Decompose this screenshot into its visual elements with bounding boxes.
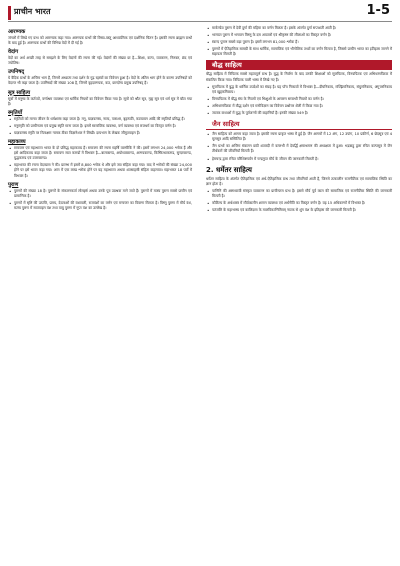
- paragraph-bauddha: बौद्ध साहित्य में त्रिपिटक सबसे महत्वपूर्ण ग्रन्थ है। बुद्ध के निर्वाण के बाद उनकी शिक्षाओं को सुत्तपिटक, विनयपिटक एवं अभिधम्मपिटक में संकलित किया गया। त्रिपिटक पाली भाषा में लिखे गए हैं।: [206, 72, 392, 82]
- page-number: 1-5: [366, 3, 390, 18]
- heading-smriti: स्मृतियाँ: [8, 109, 23, 116]
- list-item: • भागवत पुराण में भगवान विष्णु के दस अवतारों एवं श्रीकृष्ण की लीलाओं का विस्तृत वर्णन है।: [206, 33, 392, 38]
- list-item: • पुराणों में सृष्टि की उत्पत्ति, प्रलय, देवताओं की वंशावली, राजवंशों का वर्णन एवं मन्वन्तर का विवरण मिलता है। विष्णु पुराण में मौर्य वंश, मत्स्य पुराण में सातवाहन वंश तथा वायु पुराण में गुप्त वंश का उल्लेख है।: [8, 201, 192, 211]
- paragraph-dharmetar: धर्मेतर साहित्य के अंतर्गत ऐतिहासिक एवं अर्ध-ऐतिहासिक ग्रन्थ तथा जीवनियाँ आती हैं, जिनसे तत्कालीन राजनीतिक एवं सामाजिक स्थिति का ज्ञान होता है।: [206, 176, 392, 186]
- header-divider: [8, 21, 392, 22]
- list-item: • पतंजलि के महाभाष्य एवं कालिदास के मालविकाग्निमित्रम् नाटक से शुंग वंश के इतिहास की जानकारी मिलती है।: [206, 208, 392, 213]
- section-band-jain: जैन साहित्य: [206, 119, 392, 130]
- heading-aranyak: आरण्यक: [8, 29, 26, 35]
- list-item: • कौटिल्य के अर्थशास्त्र में मौर्यकालीन शासन व्यवस्था एवं अर्थनीति का विस्तृत वर्णन है। यह 15 अधिकरणों में विभक्त है।: [206, 201, 392, 206]
- header-accent-bar: [8, 6, 11, 20]
- heading-vedang: वेदांग: [8, 49, 19, 56]
- list-item: • जैन ग्रन्थों का अन्तिम संकलन छठी शताब्दी में वल्लभी में देवर्द्धि क्षमाश्रमण की अध्यक्षता में हुआ। भद्रबाहु द्वारा रचित कल्पसूत्र में जैन तीर्थंकरों की जीवनियाँ मिलती हैं।: [206, 144, 392, 154]
- heading-purana: पुराण: [8, 181, 19, 188]
- section-band-bauddha: बौद्ध साहित्य: [206, 60, 392, 70]
- paragraph-aranyak: जंगलों में लिखे गए ग्रन्थ को आरण्यक कहा गया। आरण्यक ग्रन्थों की विषय-वस्तु आध्यात्मिक एवं दार्शनिक चिंतन है। इसकी रचना ब्राह्मण ग्रन्थों के बाद हुई है। आरण्यक ग्रन्थों की विभिन्न वेदों में दी गई है।: [8, 36, 192, 46]
- list-item: • अभिधम्मपिटक में बौद्ध दर्शन एवं मनोविज्ञान का विवेचन प्रश्नोत्तर शैली में किया गया है।: [206, 104, 392, 109]
- list-item: • स्मृतियों को मानव जीवन के धर्मशास्त्र कहा जाता है। मनु, याज्ञवल्क्य, नारद, पाराशर, बृहस्पति, कात्यायन आदि की स्मृतियाँ प्रसिद्ध हैं।: [8, 117, 192, 122]
- list-item: • मनुस्मृति को प्राचीनतम एवं प्रमुख स्मृति माना जाता है। इसमें सामाजिक व्यवस्था, वर्ण व्यवस्था एवं राजधर्म का विस्तृत वर्णन है।: [8, 124, 192, 129]
- paragraph-upanishad: ये वैदिक ग्रन्थों के अन्तिम भाग हैं, जिनमें अध्यात्म तथा दर्शन के गूढ़ रहस्यों का विवेचन हुआ है। वेदों के अंतिम भाग होने के कारण उपनिषदों को वेदान्त भी कहा जाता है। उपनिषदों की संख्या 108 है, जिनमें वृहदारण्यक, कठ, छान्दोग्य प्रमुख उपनिषद् हैं।: [8, 76, 192, 86]
- list-item: • रामायण एवं महाभारत भारत के दो प्रसिद्ध महाकाव्य हैं। रामायण की रचना महर्षि वाल्मीकि ने की। इसमें लगभग 24,000 श्लोक हैं और इसे आदिकाव्य कहा जाता है। रामायण सात काण्डों में विभक्त है—बालकाण्ड, अयोध्याकाण्ड, अरण्यकाण्ड, किष्किन्धाकाण्ड, सुन्दरकाण्ड, युद्धकाण्ड एवं उत्तरकाण्ड।: [8, 146, 192, 161]
- left-column: [8, 26, 192, 213]
- heading-mahakavya: महाकाव्य: [8, 139, 26, 146]
- list-item: • जातक कथाओं में बुद्ध के पूर्वजन्मों की कहानियाँ हैं। इनकी संख्या 549 है।: [206, 111, 392, 116]
- list-item: • पुराणों की संख्या 18 है। पुराणों के संकलनकर्ता लोमहर्ष अथवा उनके पुत्र उग्रश्रवा माने जाते हैं। पुराणों में मत्स्य पुराण सबसे प्राचीन एवं प्रामाणिक है।: [8, 189, 192, 199]
- list-item: • याज्ञवल्क्य स्मृति पर मिताक्षरा नामक टीका विज्ञानेश्वर ने लिखी। दायभाग के लेखक जीमूतवाहन हैं।: [8, 131, 192, 136]
- page-header: [0, 0, 400, 20]
- right-column: [206, 26, 392, 215]
- list-item: • स्कन्द पुराण सबसे बड़ा पुराण है। इसमें लगभग 81,000 श्लोक हैं।: [206, 40, 392, 45]
- list-item: • पाणिनि की अष्टाध्यायी संस्कृत व्याकरण का प्राचीनतम ग्रन्थ है। इससे मौर्य पूर्व काल की सामाजिक एवं राजनीतिक स्थिति की जानकारी मिलती है।: [206, 189, 392, 199]
- list-item: • सुत्तपिटक में बुद्ध के धार्मिक उपदेशों का संग्रह है। यह पाँच निकायों में विभक्त है—दीघनिकाय, मज्झिमनिकाय, संयुत्तनिकाय, अंगुत्तरनिकाय एवं खुद्दकनिकाय।: [206, 85, 392, 95]
- paragraph-vedang: वेदों का अर्थ अच्छी तरह से समझने के लिए वेदांगों की रचना की गई। वेदांगों की संख्या छः है—शिक्षा, कल्प, व्याकरण, निरुक्त, छंद एवं ज्योतिष।: [8, 56, 192, 66]
- section-title-dharmetar: 2. धर्मेतर साहित्य: [206, 165, 252, 174]
- list-item: • जैन साहित्य को आगम कहा जाता है। इसकी रचना प्राकृत भाषा में हुई है। जैन आगमों में 12 अंग, 12 उपांग, 10 प्रकीर्ण, 6 छेदसूत्र एवं 4 मूलसूत्र आदि सम्मिलित हैं।: [206, 132, 392, 142]
- heading-upanishad: उपनिषद्: [8, 69, 25, 76]
- list-item: • मार्कण्डेय पुराण में देवी दुर्गा की महिमा का वर्णन मिलता है। इसके अंतर्गत दुर्गा सप्तशती आती है।: [206, 26, 392, 31]
- list-item: • पुराणों में ऐतिहासिक सामग्री के साथ धार्मिक, सामाजिक एवं भौगोलिक तथ्यों का वर्णन मिलता है, जिससे प्राचीन भारत का इतिहास जानने में सहायता मिलती है।: [206, 47, 392, 57]
- list-item: • हेमचन्द्र द्वारा रचित परिशिष्टपर्वन में चन्द्रगुप्त मौर्य के जीवन की जानकारी मिलती है।: [206, 157, 392, 162]
- list-item: • महाभारत की रचना वेदव्यास ने की। प्रारम्भ में इसमें 8,800 श्लोक थे और इसे जय संहिता कहा गया। बाद में श्लोकों की संख्या 24,000 होने पर इसे भारत कहा गया। अन्त में एक लाख श्लोक होने पर यह महाभारत अथवा शतसाहस्री संहिता कहलाया। महाभारत 18 पर्वों में विभक्त है।: [8, 163, 192, 178]
- heading-sutra: सूत्र साहित्य: [8, 89, 31, 96]
- paragraph-sutra: सूत्रों में मनुष्य के कर्तव्यों, वर्णाश्रम व्यवस्था एवं धार्मिक नियमों का विवेचन किया गया है। सूत्रों को श्रौत सूत्र, गृह्य सूत्र एवं धर्म सूत्र में बाँटा गया है।: [8, 96, 192, 106]
- chapter-title: प्राचीन भारत: [14, 7, 51, 16]
- list-item: • विनयपिटक में बौद्ध संघ के नियमों एवं भिक्षुओं के आचरण सम्बन्धी नियमों का वर्णन है।: [206, 97, 392, 102]
